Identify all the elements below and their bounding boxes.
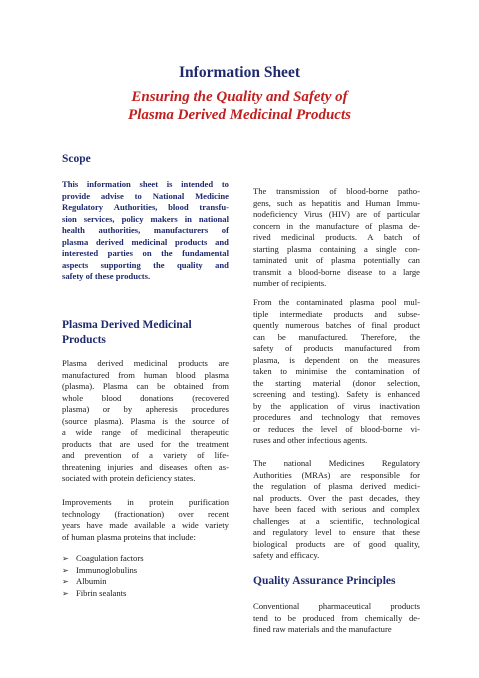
scope-heading: Scope <box>62 153 91 165</box>
text-line: (source plasma). Plasma is the source of <box>62 415 229 426</box>
text-line: concern in the manufacture of plasma de- <box>253 220 420 231</box>
text-line: manufactured from human blood plasma <box>62 369 229 380</box>
contamination-paragraph <box>253 297 420 447</box>
text-line: have been faced with serious and complex <box>253 504 420 514</box>
pdmp-heading-line-1: Plasma Derived Medicinal <box>62 319 192 331</box>
text-line: a wide range of medicinal therapeutic <box>62 427 229 437</box>
qa-paragraph <box>253 601 420 636</box>
list-item <box>62 588 229 600</box>
list-item-label: Fibrin sealants <box>76 587 127 598</box>
text-line: by the application of virus inactivation <box>253 400 420 411</box>
text-line: rived medicinal products. A batch of <box>253 232 420 242</box>
list-item <box>62 553 229 565</box>
text-line: plasma derived medicinal products and <box>62 236 229 247</box>
text-line: technology (fractionation) over recent <box>62 508 229 519</box>
text-line: fined raw materials and the manufacture <box>253 624 392 634</box>
text-line: provide advise to National Medicine <box>62 190 229 201</box>
text-line: safety of products manufactured from <box>253 343 420 353</box>
list-item <box>62 576 229 588</box>
text-line: and prevention of a variety of life- <box>62 450 229 460</box>
text-line: nodeficiency Virus (HIV) are of particular <box>253 209 420 219</box>
text-line: nal products. Over the past decades, they <box>253 492 420 503</box>
text-line: sociated with protein deficiency states. <box>62 473 196 483</box>
text-line: whole blood donations (recovered <box>62 392 229 403</box>
arrow-bullet-icon: ➢ <box>62 588 69 598</box>
text-line: The transmission of blood-borne patho- <box>253 186 420 196</box>
text-line: tiple intermediate products and subse- <box>253 308 420 319</box>
text-line: Improvements in protein purification <box>62 497 229 507</box>
page-title: Information Sheet <box>179 64 300 81</box>
text-line: This information sheet is intended to <box>62 179 229 189</box>
text-line: safety of these products. <box>62 271 151 281</box>
text-line: Plasma derived medicinal products are <box>62 358 229 368</box>
protein-list <box>62 553 229 599</box>
text-line: transmit a blood-borne disease to a large <box>253 266 420 277</box>
text-line: years have made available a wide variety <box>62 520 229 530</box>
subtitle-line-2: Plasma Derived Medicinal Products <box>128 107 351 123</box>
qa-heading: Quality Assurance Principles <box>253 575 396 587</box>
text-line: safety and efficacy. <box>253 550 320 560</box>
text-line: challenges at a scientific, technological <box>253 515 420 526</box>
text-line: can be manufactured. Therefore, the <box>253 331 420 342</box>
text-line: number of recipients. <box>253 278 327 288</box>
pdmp-heading-line-2: Products <box>62 334 106 346</box>
text-line: of human plasma proteins that include: <box>62 531 196 542</box>
text-line: taminated unit of plasma potentially can <box>253 255 420 265</box>
text-line: gens, such as hepatitis and Human Immu- <box>253 197 420 208</box>
text-line: products that are used for the treatment <box>62 438 229 449</box>
list-item-label: Coagulation factors <box>76 553 144 563</box>
text-line: threatening injuries and diseases often as- <box>62 461 229 472</box>
page-subtitle <box>0 88 479 124</box>
pdmp-paragraph-2 <box>62 497 229 543</box>
text-line: quently numerous batches of final product <box>253 320 420 330</box>
text-line: plasma, is dependent on the measures <box>253 354 420 365</box>
transmission-paragraph <box>253 186 420 290</box>
pdmp-heading <box>62 318 232 348</box>
text-line: the regulation of plasma derived medici- <box>253 481 420 491</box>
list-item-label: Albumin <box>76 576 107 586</box>
text-line: plasma) or by apheresis procedures <box>62 404 229 414</box>
text-line: interested parties on the fundamental <box>62 248 229 258</box>
text-line: The national Medicines Regulatory <box>253 458 420 468</box>
pdmp-paragraph-1 <box>62 358 229 485</box>
text-line: biological products are of good quality, <box>253 538 420 549</box>
text-line: procedures and technology that removes <box>253 412 420 422</box>
text-line: or reduces the level of blood-borne vi- <box>253 423 420 434</box>
text-line: health authorities, manufacturers of <box>62 225 229 235</box>
subtitle-line-1: Ensuring the Quality and Safety of <box>131 89 348 105</box>
text-line: aspects supporting the quality and <box>62 259 229 270</box>
text-line: ruses and other infectious agents. <box>253 435 368 445</box>
arrow-bullet-icon: ➢ <box>62 577 69 586</box>
list-item <box>62 565 229 577</box>
arrow-bullet-icon: ➢ <box>62 565 69 575</box>
text-line: (plasma). Plasma can be obtained from <box>62 381 229 391</box>
mra-paragraph <box>253 458 420 562</box>
text-line: taken to minimise the contamination of <box>253 366 420 376</box>
text-line: and regulatory level to ensure that these <box>253 527 420 537</box>
list-item-label: Immunoglobulins <box>76 564 138 575</box>
text-line: Regulatory Authorities, blood transfu- <box>62 202 229 212</box>
text-line: Conventional pharmaceutical products <box>253 601 420 611</box>
text-line: tend to be produced from chemically de- <box>253 612 420 623</box>
scope-paragraph <box>62 179 229 283</box>
text-line: starting plasma containing a single con- <box>253 243 420 254</box>
text-line: Authorities (MRAs) are responsible for <box>253 469 420 480</box>
arrow-bullet-icon: ➢ <box>62 554 69 563</box>
text-line: From the contaminated plasma pool mul- <box>253 297 420 307</box>
text-line: screening and testing). Safety is enhanced <box>253 389 420 399</box>
text-line: sion services, policy makers in national <box>62 213 229 224</box>
text-line: the starting material (donor selection, <box>253 377 420 388</box>
